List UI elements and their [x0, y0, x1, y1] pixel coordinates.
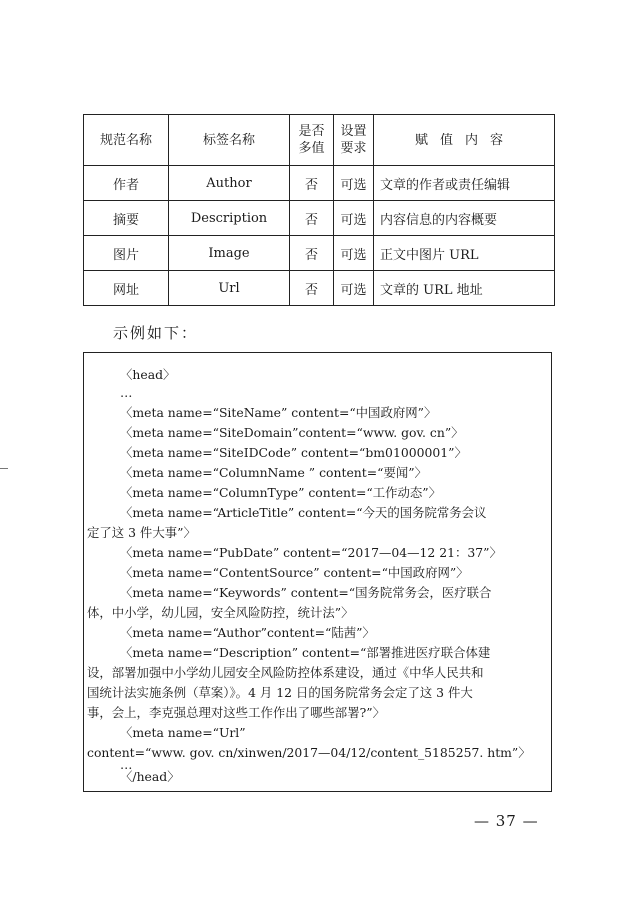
cell-content: 文章的 URL 地址	[374, 271, 555, 306]
cell-content: 内容信息的内容概要	[374, 201, 555, 236]
code-line: 〈meta name=“PubDate” content=“2017—04—12 21：37”〉	[120, 545, 502, 560]
cell-setting: 可选	[334, 271, 374, 306]
cell-content: 文章的作者或责任编辑	[374, 166, 555, 201]
code-line: 事，会上，李克强总理对这些工作作出了哪些部署?”〉	[87, 705, 385, 720]
code-line: 〈/head〉	[120, 769, 180, 784]
cell-multi-value: 否	[290, 271, 334, 306]
code-line: 〈meta name=“Url”	[120, 725, 246, 740]
cell-spec-name: 图片	[84, 236, 169, 271]
header-setting	[334, 115, 374, 166]
cell-setting: 可选	[334, 166, 374, 201]
cell-spec-name: 摘要	[84, 201, 169, 236]
code-line: 体，中小学，幼儿园，安全风险防控，统计法”〉	[87, 605, 354, 620]
table-row	[84, 166, 555, 201]
code-line: 〈meta name=“ColumnName ” content=“要闻”〉	[120, 465, 427, 480]
example-label: 示例如下：	[113, 324, 199, 342]
code-line: 〈head〉	[120, 367, 176, 382]
code-line: …	[120, 757, 133, 772]
code-line: 〈meta name=“SiteName” content=“中国政府网”〉	[120, 405, 437, 420]
table-row	[84, 236, 555, 271]
header-multi-value-line1: 是否	[298, 124, 325, 139]
cell-tag-name: Author	[169, 166, 290, 201]
cell-multi-value: 否	[290, 166, 334, 201]
page-number: — 37 —	[474, 812, 539, 830]
cell-setting: 可选	[334, 236, 374, 271]
code-line: 〈meta name=“Author”content=“陆茜”〉	[120, 625, 375, 640]
code-line: content=“www. gov. cn/xinwen/2017—04/12/content_5185257. htm”〉	[87, 745, 531, 760]
header-spec-name: 规范名称	[84, 115, 169, 166]
code-line: …	[120, 385, 133, 400]
table-row	[84, 271, 555, 306]
cell-spec-name: 作者	[84, 166, 169, 201]
code-line: 〈meta name=“ArticleTitle” content=“今天的国务院常务会议	[120, 505, 487, 520]
code-line: 〈meta name=“ColumnType” content=“工作动态”〉	[120, 485, 442, 500]
code-line: 〈meta name=“Keywords” content=“国务院常务会，医疗联合	[120, 585, 492, 600]
code-line: 定了这 3 件大事”〉	[87, 525, 196, 540]
cell-spec-name: 网址	[84, 271, 169, 306]
header-content: 赋值内容	[374, 115, 555, 166]
cell-multi-value: 否	[290, 236, 334, 271]
header-tag-name: 标签名称	[169, 115, 290, 166]
code-line: 〈meta name=“ContentSource” content=“中国政府网”〉	[120, 565, 469, 580]
code-example-box	[83, 352, 552, 792]
cell-setting: 可选	[334, 201, 374, 236]
header-setting-line1: 设置	[340, 124, 367, 139]
cell-content: 正文中图片 URL	[374, 236, 555, 271]
table-header-row	[84, 115, 555, 166]
cell-tag-name: Description	[169, 201, 290, 236]
code-line: 国统计法实施条例（草案）》。4 月 12 日的国务院常务会定了这 3 件大	[87, 685, 473, 700]
cell-tag-name: Url	[169, 271, 290, 306]
code-line: 〈meta name=“SiteDomain”content=“www. gov. cn”〉	[120, 425, 464, 440]
table-row	[84, 201, 555, 236]
cell-tag-name: Image	[169, 236, 290, 271]
code-line: 〈meta name=“Description” content=“部署推进医疗联合体建	[120, 645, 491, 660]
cell-multi-value: 否	[290, 201, 334, 236]
scan-edge-mark	[0, 468, 8, 469]
header-multi-value-line2: 多值	[298, 141, 325, 156]
metadata-spec-table	[83, 114, 555, 306]
code-line: 〈meta name=“SiteIDCode” content=“bm01000001”〉	[120, 445, 467, 460]
header-multi-value	[290, 115, 334, 166]
header-setting-line2: 要求	[340, 141, 367, 156]
code-line: 设，部署加强中小学幼儿园安全风险防控体系建设，通过《中华人民共和	[87, 665, 484, 680]
